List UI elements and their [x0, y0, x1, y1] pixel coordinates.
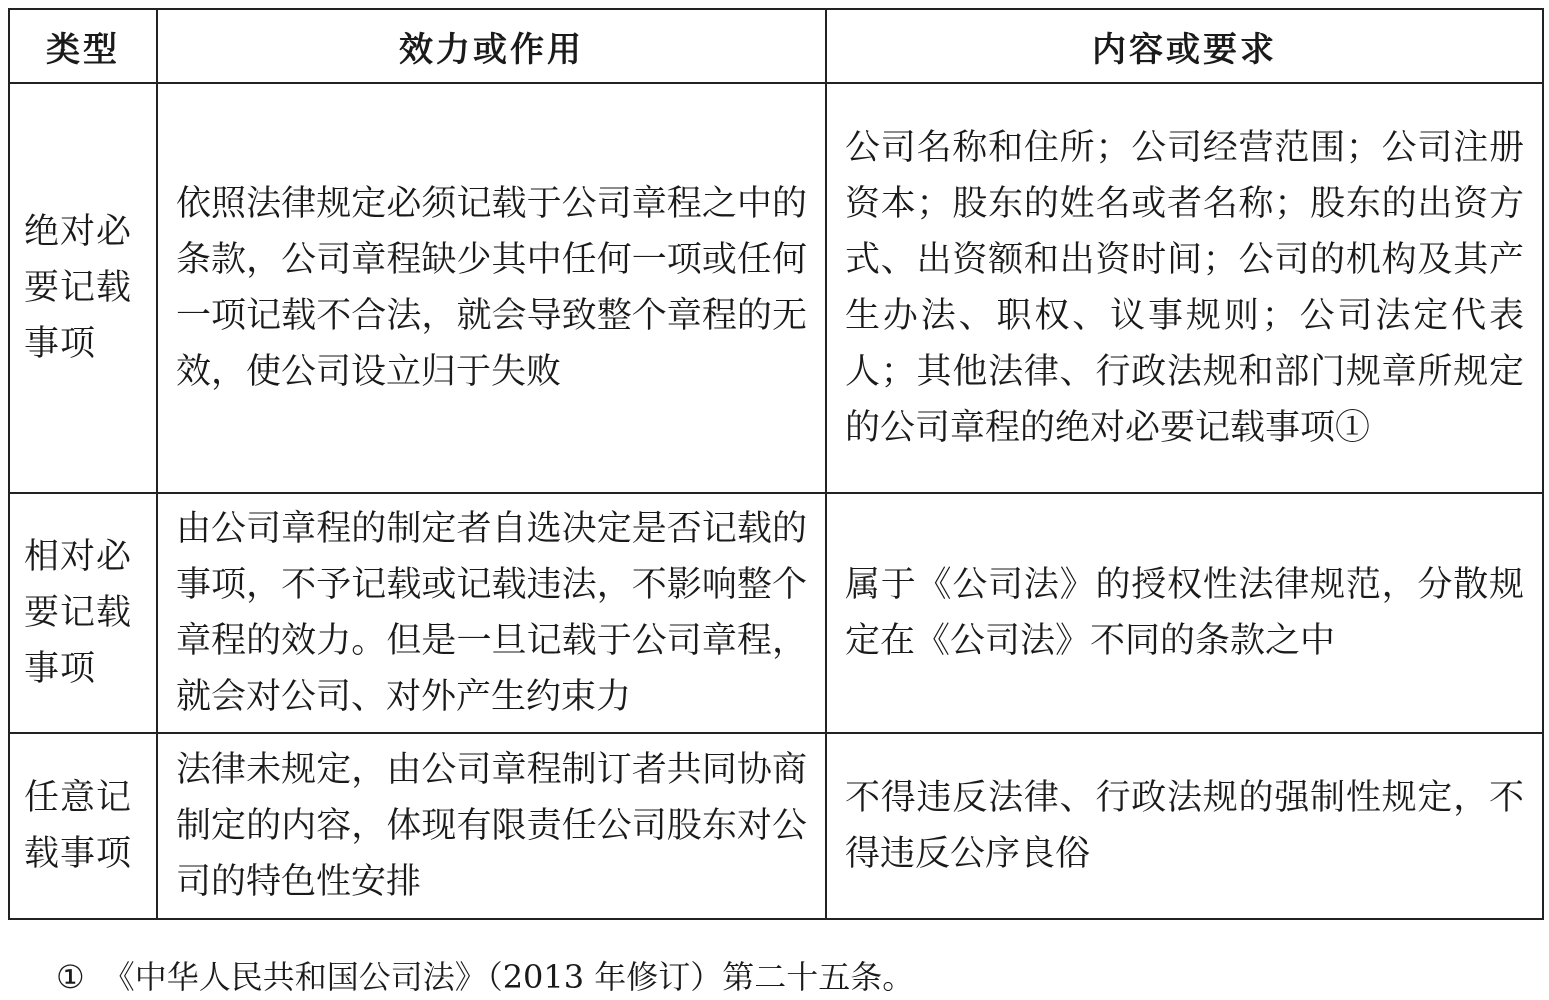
footnote — [56, 955, 914, 999]
provisions-table — [8, 8, 1544, 920]
row-type: 绝对必要记载事项 — [9, 83, 157, 493]
table-header-row — [9, 9, 1543, 83]
row-content: 不得违反法律、行政法规的强制性规定，不得违反公序良俗 — [826, 733, 1543, 919]
row-type: 相对必要记载事项 — [9, 493, 157, 733]
table-row — [9, 493, 1543, 733]
row-content: 属于《公司法》的授权性法律规范，分散规定在《公司法》不同的条款之中 — [826, 493, 1543, 733]
row-effect: 法律未规定，由公司章程制订者共同协商制定的内容，体现有限责任公司股东对公司的特色性安排 — [157, 733, 826, 919]
row-type: 任意记载事项 — [9, 733, 157, 919]
row-content: 公司名称和住所；公司经营范围；公司注册资本；股东的姓名或者名称；股东的出资方式、出资额和出资时间；公司的机构及其产生办法、职权、议事规则；公司法定代表人；其他法律、行政法规和部门规章所规定的公司章程的绝对必要记载事项① — [826, 83, 1543, 493]
table-row — [9, 83, 1543, 493]
row-effect: 由公司章程的制定者自选决定是否记载的事项，不予记载或记载违法，不影响整个章程的效力。但是一旦记载于公司章程，就会对公司、对外产生约束力 — [157, 493, 826, 733]
row-effect: 依照法律规定必须记载于公司章程之中的条款，公司章程缺少其中任何一项或任何一项记载不合法，就会导致整个章程的无效，使公司设立归于失败 — [157, 83, 826, 493]
footnote-text: 《中华人民共和国公司法》（2013 年修订）第二十五条。 — [102, 958, 915, 996]
header-effect: 效力或作用 — [157, 9, 826, 83]
table-row — [9, 733, 1543, 919]
header-content: 内容或要求 — [826, 9, 1543, 83]
footnote-mark: ① — [56, 958, 85, 996]
header-type: 类型 — [9, 9, 157, 83]
